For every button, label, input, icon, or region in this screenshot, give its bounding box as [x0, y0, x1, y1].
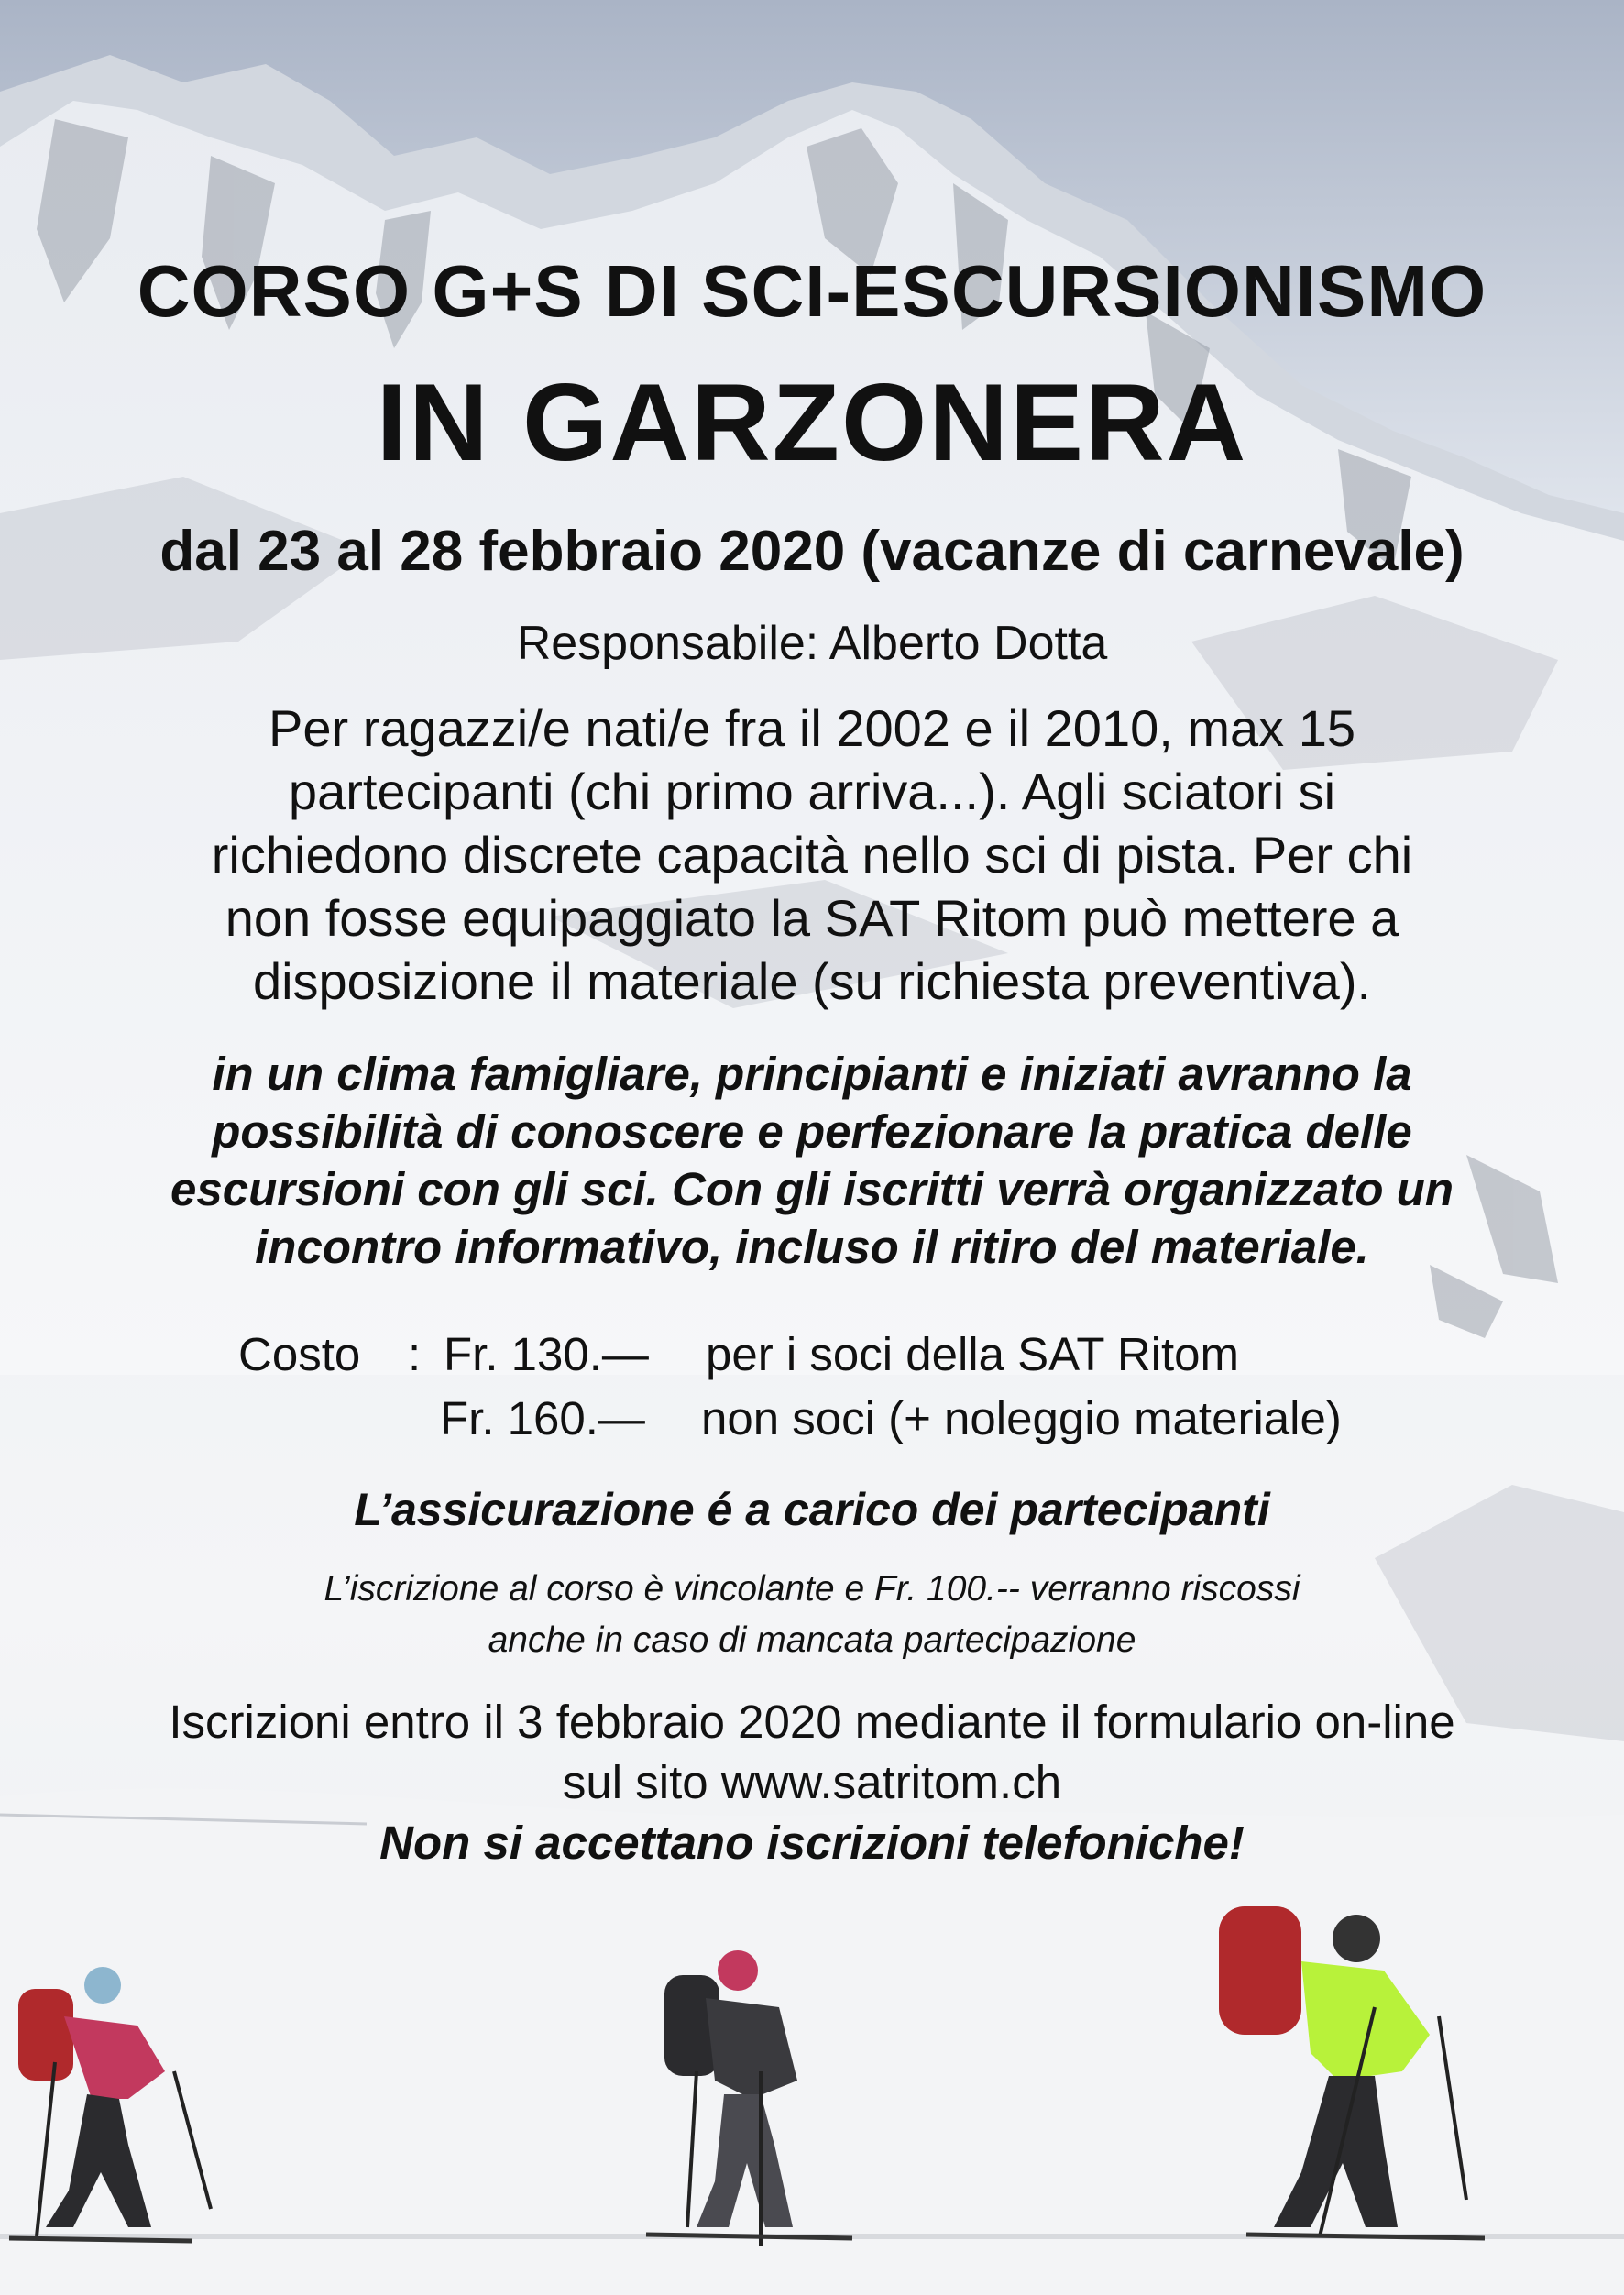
- no-phone-note: Non si accettano iscrizioni telefoniche!: [379, 1817, 1245, 1869]
- cost-separator: :: [408, 1328, 422, 1380]
- responsible: Responsabile: Alberto Dotta: [516, 617, 1108, 670]
- title-line-2: IN GARZONERA: [376, 361, 1248, 484]
- highlight-line: in un clima famigliare, principianti e iniziati avranno la: [212, 1048, 1412, 1100]
- ski-tourer-left: [0, 1961, 238, 2255]
- insurance-note: L’assicurazione é a carico dei partecipanti: [354, 1484, 1270, 1535]
- binding-line: L’iscrizione al corso è vincolante e Fr. 100.-- verranno riscossi: [324, 1569, 1300, 1609]
- description-line: richiedono discrete capacità nello sci di pista. Per chi: [211, 826, 1413, 884]
- description: [55, 697, 1569, 1013]
- title-line-1: CORSO G+S DI SCI-ESCURSIONISMO: [137, 250, 1487, 332]
- description-line: partecipanti (chi primo arriva...). Agli sciatori si: [288, 763, 1336, 820]
- cost-label: Costo: [238, 1328, 361, 1380]
- registration-line-1: Iscrizioni entro il 3 febbraio 2020 mediante il formulario on-line: [169, 1696, 1455, 1748]
- description-line: Per ragazzi/e nati/e fra il 2002 e il 2010, max 15: [268, 699, 1355, 757]
- registration-line-2: sul sito www.satritom.ch: [562, 1756, 1062, 1808]
- description-line: disposizione il materiale (su richiesta preventiva).: [252, 952, 1372, 1010]
- ski-tourer-right: [1191, 1897, 1485, 2255]
- highlight-line: escursioni con gli sci. Con gli iscritti verrà organizzato un: [170, 1163, 1454, 1215]
- cost-members-note: per i soci della SAT Ritom: [706, 1328, 1239, 1380]
- dates: dal 23 al 28 febbraio 2020 (vacanze di carnevale): [159, 520, 1465, 583]
- highlight-line: possibilità di conoscere e perfezionare la pratica delle: [212, 1105, 1412, 1158]
- ski-tourer-center: [642, 1943, 861, 2255]
- registration-info: [0, 1692, 1624, 1873]
- cost-members-price: Fr. 130.—: [444, 1328, 649, 1380]
- binding-note: [0, 1564, 1624, 1666]
- description-line: non fosse equipaggiato la SAT Ritom può mettere a: [225, 889, 1399, 947]
- cost-others-price: Fr. 160.—: [440, 1392, 645, 1444]
- cost-others-note: non soci (+ noleggio materiale): [701, 1392, 1342, 1444]
- highlight-paragraph: [37, 1045, 1587, 1276]
- highlight-line: incontro informativo, incluso il ritiro del materiale.: [255, 1221, 1369, 1273]
- binding-line: anche in caso di mancata partecipazione: [488, 1620, 1136, 1660]
